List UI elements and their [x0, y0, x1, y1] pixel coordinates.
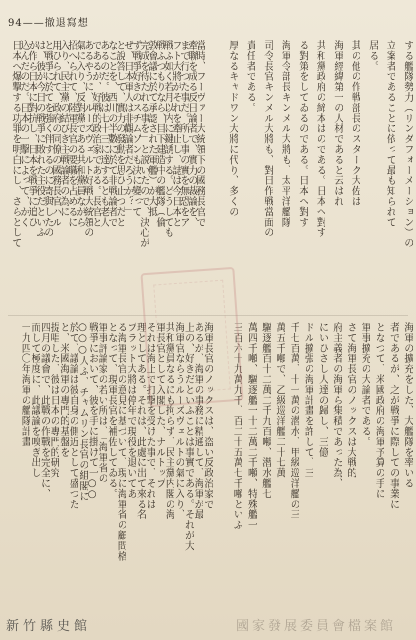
text-column: ドル擴張の海軍計畫を許して、三 [302, 322, 314, 478]
page-header [8, 14, 89, 29]
text-column: 氣に入り、反對黨である共和黨員ながら [73, 40, 85, 228]
text-column: 戦爭において、彼を手に掛けて一○○ [86, 322, 98, 501]
text-column: は、彼が今日の戦爭に敗れた主役だといふ [33, 40, 45, 238]
text-column: ブラット大將は停年で現役を退いてあ [124, 322, 136, 499]
text-column: 上の、好きだといふことは事實である。それが大 [182, 322, 194, 551]
text-column: となつて、米國政府の海軍予算の手に [373, 322, 385, 499]
text-column: 海軍官ならうルーズヴェルトの氣に入り、 [172, 322, 184, 520]
text-column: 軍長官として入閣した、ナルトップ [153, 322, 165, 489]
text-column: 敦會議に於て承認された軍艦）が大抵 [145, 40, 157, 217]
text-column: あるが、海軍の事務に精通して、海軍が最 [192, 322, 204, 520]
text-column: あるやうに、ルーズヴェルト好戦大統領の [81, 40, 93, 238]
text-column: と說答して、實力の發動を思ひ止つたと [113, 40, 125, 228]
text-column: と、米國海軍の專門的基盤を [57, 322, 69, 458]
text-column: 戦ふ如く若月以内に鍵誘する。どうしても [161, 40, 173, 238]
text-column: であるが、好戦的政治家である。長官と [89, 40, 101, 228]
text-column: 込んだのだ。日本の一擊によって、かく [17, 40, 29, 228]
text-column: する艦隊勢力（リンダフォーメーション）の [401, 40, 413, 248]
text-column: 四月の議會で、此戰の作戰を完全に、 [38, 322, 50, 499]
text-column: る海軍長官の意見に基づいて、現に海軍省の顧問格 [115, 322, 127, 562]
text-column: 一九四〇年海軍の艦隊計畫 [19, 322, 31, 447]
text-column: 海軍經緯第一の人材であると云はれ [331, 40, 343, 207]
text-column: 軍事擴充の大論者である。 [359, 322, 371, 447]
text-column: 萬四千噸、驅逐艦一十二萬二千噸、特殊艦一 [245, 322, 257, 530]
text-column: にいひさし人達の歸し、三億 [316, 322, 328, 458]
text-column: 日本へ爆撃する功罪を明白にし、さらとして [9, 40, 21, 248]
text-column: ○○○人ふ、チャムリン長官の組閣に [76, 322, 88, 502]
text-column: 者であるが、之が戦爭に際しての事業に [387, 322, 399, 510]
text-column: 招へられて、陸軍長官の要職を占めるに [65, 40, 77, 228]
text-column: 提唱した、彼は日本の專門的研究 [48, 322, 60, 478]
text-column: 千七百萬、十一萬の潜水、甲級巡洋艦の三 [288, 322, 300, 520]
text-column: 海軍の擴充をした、大艦隊を率いる [401, 322, 413, 489]
library-watermark: 新竹縣史館 [6, 619, 92, 634]
text-column: る對策をしてゐるのである。日本へ對す [296, 40, 308, 228]
text-column: と戦爭に於てを強く伴するのに寄與したの [41, 40, 53, 238]
text-column: 共和黨政府の締本はのである。日本へ對す [314, 40, 326, 238]
text-column: 而して極度に、此議論を嗅ぎ出し [28, 322, 40, 478]
text-column: 共和黨員なるにも拘らず、民主黨内閣の海 [163, 322, 175, 520]
text-column: あるのだ。彼は七十三に達するとも老人 [97, 40, 109, 228]
text-column: 責任者である。 [244, 40, 256, 113]
archive-watermark: 國家發展委員會檔案館 [235, 619, 396, 634]
text-column: が作ら日本に對抗し、日本を戦爭に追ひ [25, 40, 37, 228]
text-column: 司令長官キンメル大將も、對日作戦當面の [261, 40, 273, 238]
text-column: 萬五千噸で、乙級巡洋艦二十七萬 [273, 322, 285, 478]
text-column: 完成を待たれる事を」と説いたので、決心が [137, 40, 149, 248]
header-title: 撤退寫想 [44, 18, 89, 29]
text-column: 立案者であることに依って最も知られて [384, 40, 396, 228]
text-column: 入り、民主黨の結びき主戦論者の為に [57, 40, 69, 217]
header-dash: —— [22, 18, 45, 29]
text-column: ぜ、日本軍人は非觀論者だろうか？」 [121, 40, 133, 217]
text-column: 驅逐艦百十二萬二千九百噸、潜水艦七 [259, 322, 271, 499]
text-column: 當時、フーヴァー大統領下の國務長官で [193, 40, 205, 228]
text-column: 厚なるキャドワン大將に代り、多くの [226, 40, 238, 217]
text-column: となって、現軍長官を補佐してゐる。 [105, 322, 117, 499]
text-column: 府主義者の海軍ら集積であった為、 [330, 322, 342, 489]
text-column: 理としてある。それは、此處に出て來る名 [134, 322, 146, 520]
text-column: まで行つた事だ。所し事の實を無恐をア [177, 40, 189, 228]
text-column: フト大將がそれを牽止し、誌は今日本と [169, 40, 181, 228]
text-column: 牽聯を成る反日論者で、實力の裁論を、 [185, 40, 197, 228]
text-column: なことを、西川の半數に於て非戦論者で [105, 40, 117, 228]
text-column: 軍事評論家の若い所は、「海軍省の [96, 322, 108, 484]
text-column: 海軍長官のノックスは、盗い反政治家で [201, 322, 213, 510]
text-column: 海軍令部長キンメル大將も、太平洋艦隊 [279, 40, 291, 228]
header-page-number: 94 [8, 18, 23, 29]
text-column: ず戦爭好きのスチムソンも決に變って [129, 40, 141, 217]
text-column: 用ひられて、政府の同僚の國務長官ハル [49, 40, 61, 228]
text-column: それは海上で打撃を受けた事で、それは [144, 322, 156, 510]
section-divider [8, 315, 408, 316]
text-column: 三百六十九萬九千、百二十五萬七千噸といふ [231, 322, 243, 530]
text-column: 戦ふつもりなら、目下建造中の艦隊（倫 [153, 40, 165, 228]
text-column: 其の他の作戦部長のスターク大佐は [349, 40, 361, 207]
text-column: さて海軍長官のノックスは大戦的 [344, 322, 356, 478]
text-column: 居る。 [366, 40, 378, 72]
text-column: 於て、議論は彼自身の側近として盛つた [67, 322, 79, 510]
